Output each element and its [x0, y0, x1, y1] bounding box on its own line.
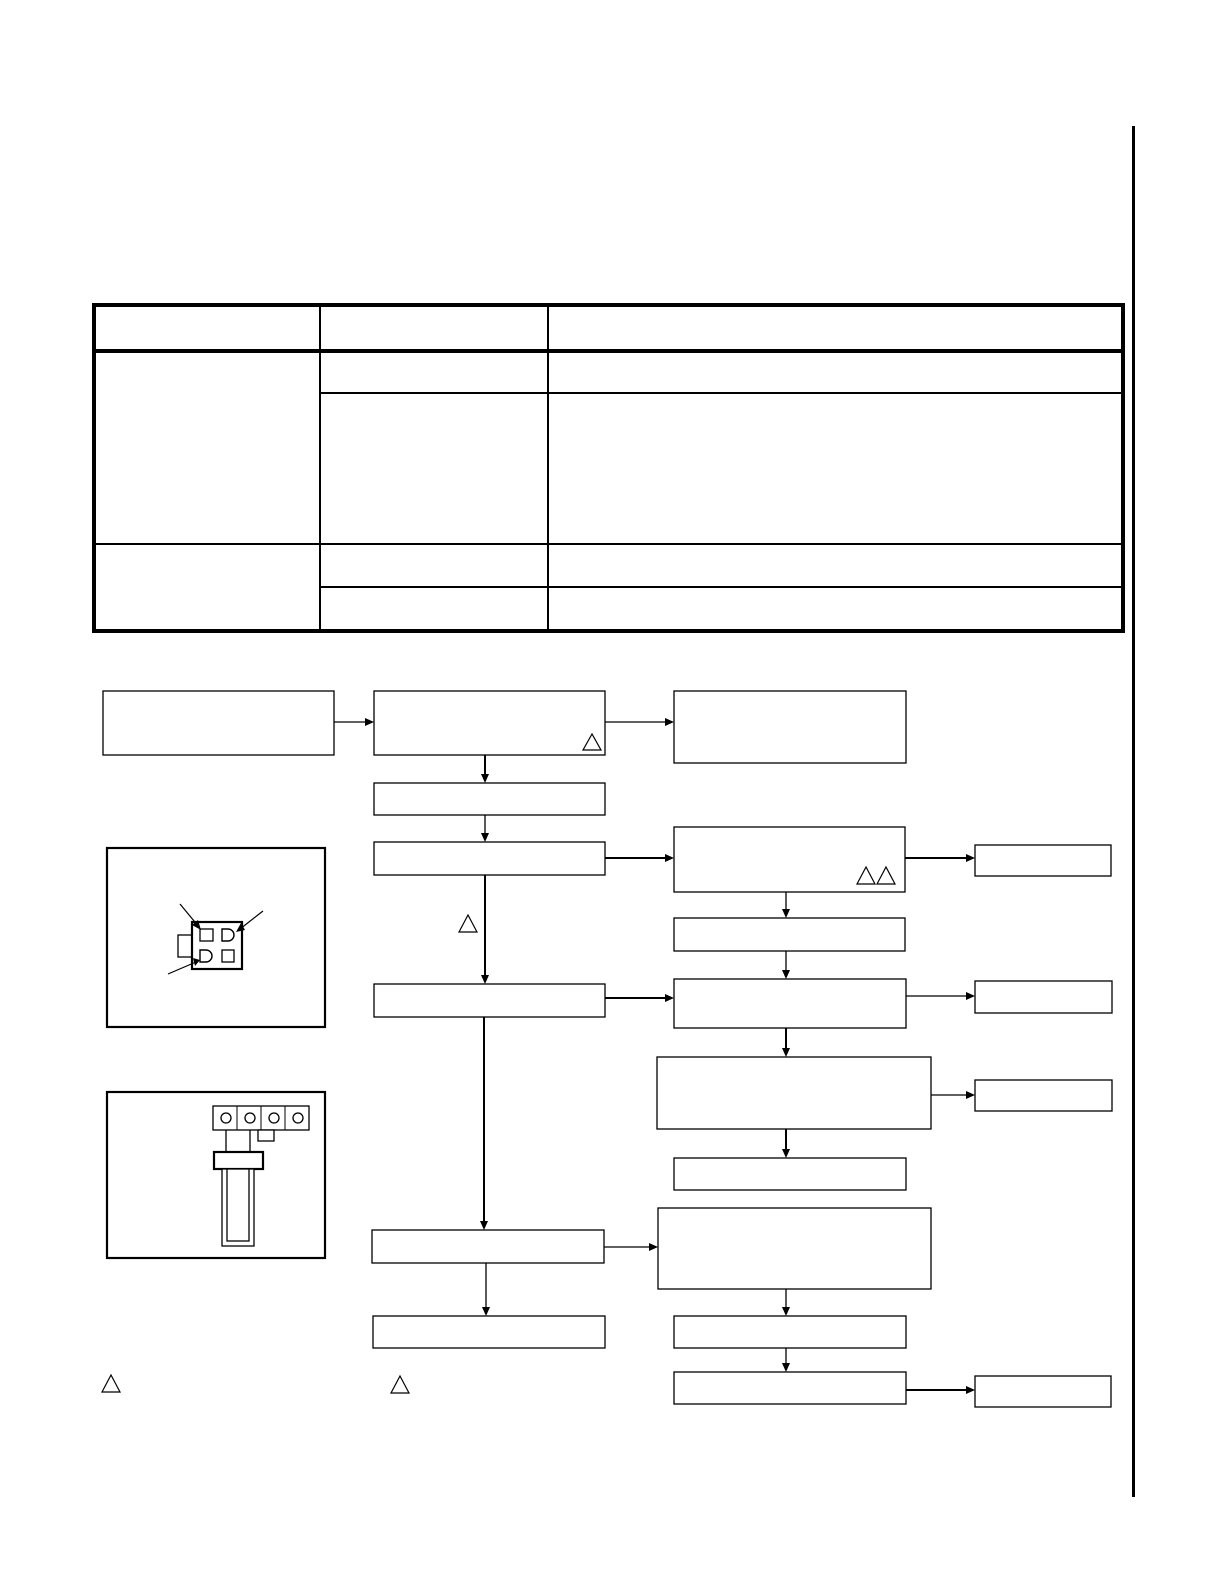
sensor-connector-figure — [107, 1092, 325, 1258]
flow-box — [674, 918, 905, 951]
note-triangle-icon — [391, 1376, 409, 1393]
flow-box — [674, 827, 905, 892]
flow-box-result — [975, 845, 1111, 876]
flow-box — [373, 1316, 605, 1348]
flow-box — [674, 979, 906, 1028]
flow-box — [374, 842, 605, 875]
flow-connectors — [334, 718, 975, 1394]
flow-box-result — [975, 1376, 1111, 1407]
sensor-element — [227, 1169, 249, 1241]
reference-triangle-icon — [459, 915, 477, 932]
flow-box — [372, 1230, 604, 1263]
connector-terminal — [200, 929, 213, 941]
flow-box-result — [975, 981, 1112, 1013]
flow-box — [374, 691, 605, 755]
flow-box — [674, 1316, 906, 1348]
flow-box — [674, 1372, 906, 1404]
flow-box — [374, 984, 605, 1017]
connector-latch — [178, 935, 192, 957]
flow-box — [374, 783, 605, 815]
flow-box — [674, 691, 906, 763]
sensor-head — [214, 1152, 263, 1169]
connector-tab — [258, 1130, 274, 1141]
connector-terminal-figure — [107, 848, 325, 1027]
connector-terminal — [222, 950, 234, 962]
flow-box — [657, 1057, 931, 1129]
note-triangle-icon — [102, 1375, 120, 1392]
flow-box — [658, 1208, 931, 1289]
flow-box-start — [103, 691, 334, 755]
flow-box — [674, 1158, 906, 1190]
flow-box-result — [975, 1080, 1112, 1111]
